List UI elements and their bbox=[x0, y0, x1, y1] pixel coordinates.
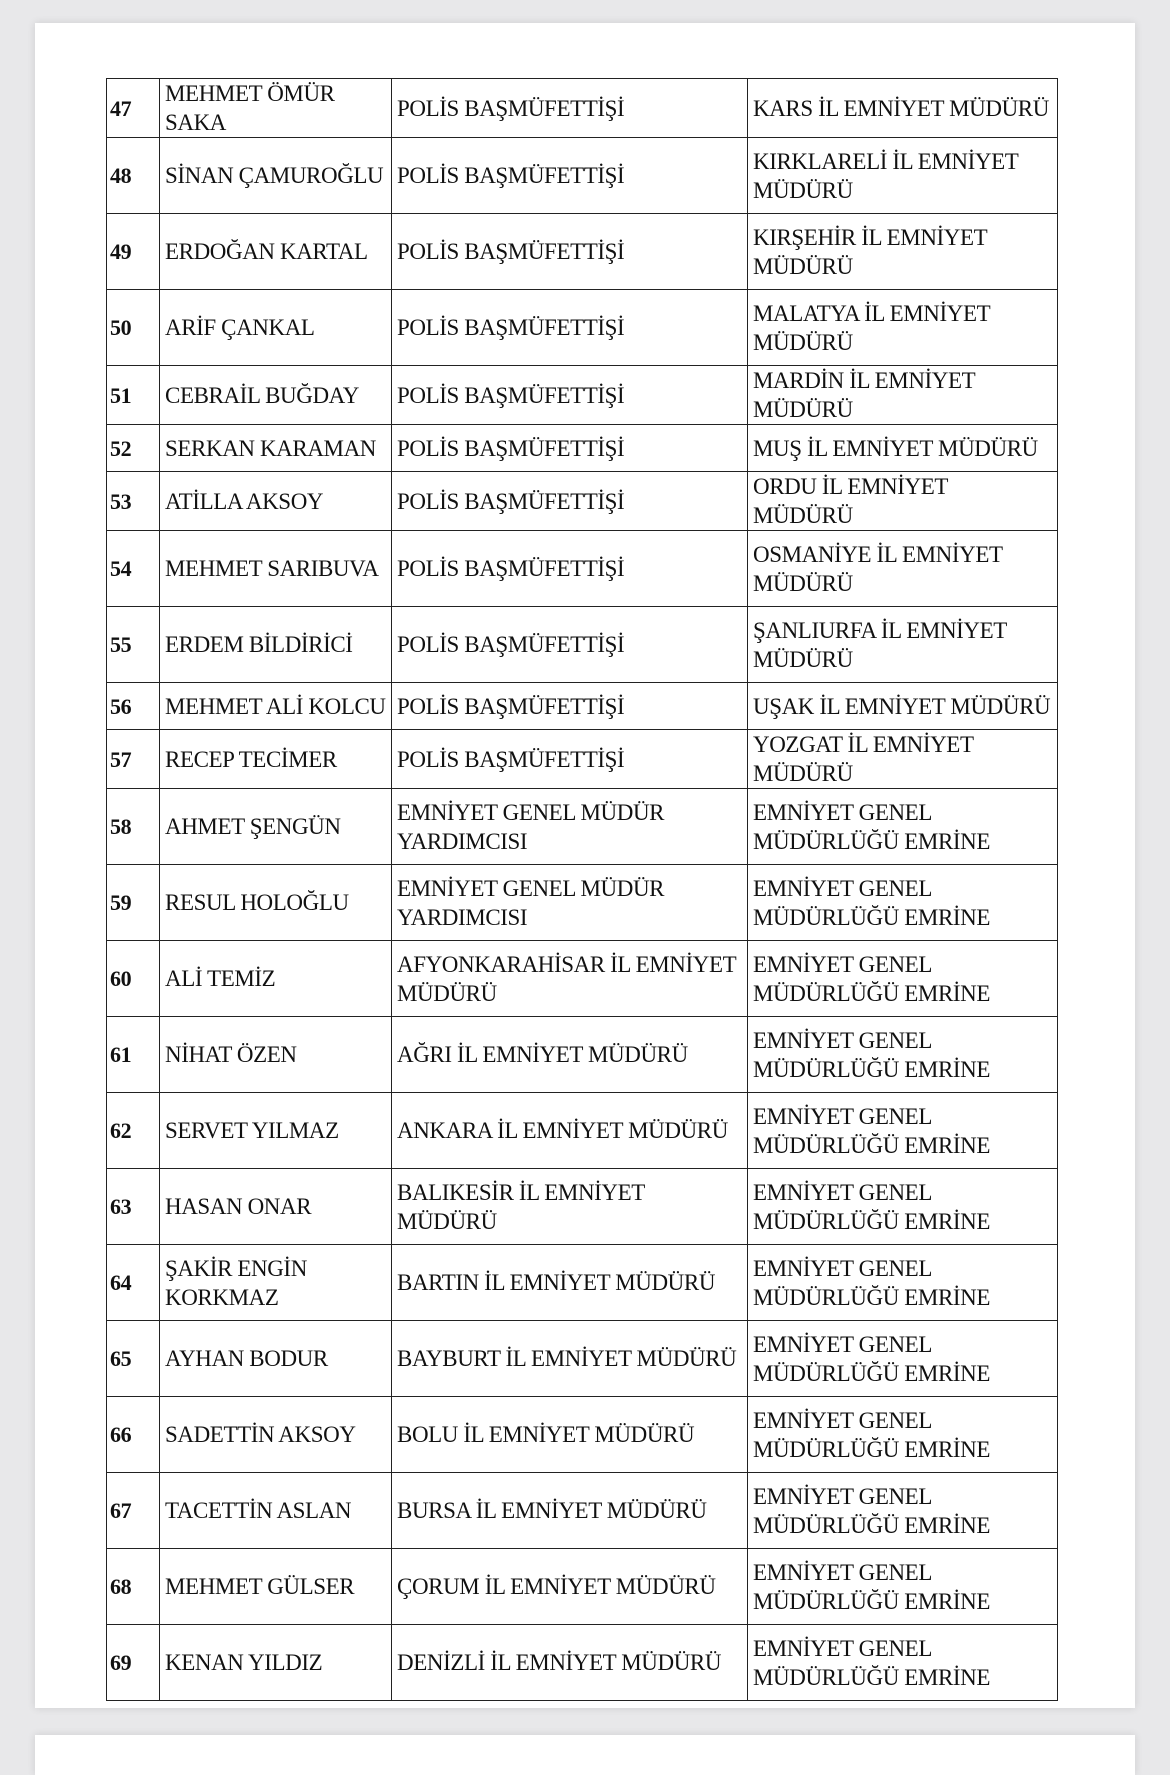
row-number: 61 bbox=[107, 1017, 160, 1093]
table-row bbox=[107, 531, 1058, 607]
current-position: POLİS BAŞMÜFETTİŞİ bbox=[392, 425, 748, 472]
person-name: SERVET YILMAZ bbox=[160, 1093, 392, 1169]
table-row bbox=[107, 1549, 1058, 1625]
current-position: POLİS BAŞMÜFETTİŞİ bbox=[392, 683, 748, 730]
current-position: ANKARA İL EMNİYET MÜDÜRÜ bbox=[392, 1093, 748, 1169]
table-row bbox=[107, 1093, 1058, 1169]
current-position: ÇORUM İL EMNİYET MÜDÜRÜ bbox=[392, 1549, 748, 1625]
person-name: MEHMET SARIBUVA bbox=[160, 531, 392, 607]
new-position: ŞANLIURFA İL EMNİYET MÜDÜRÜ bbox=[748, 607, 1058, 683]
current-position: AFYONKARAHİSAR İL EMNİYET MÜDÜRÜ bbox=[392, 941, 748, 1017]
new-position: MALATYA İL EMNİYET MÜDÜRÜ bbox=[748, 290, 1058, 366]
person-name: ŞAKİR ENGİN KORKMAZ bbox=[160, 1245, 392, 1321]
person-name: NİHAT ÖZEN bbox=[160, 1017, 392, 1093]
table-row bbox=[107, 472, 1058, 531]
current-position: POLİS BAŞMÜFETTİŞİ bbox=[392, 79, 748, 138]
row-number: 54 bbox=[107, 531, 160, 607]
table-row bbox=[107, 425, 1058, 472]
table-row bbox=[107, 214, 1058, 290]
row-number: 68 bbox=[107, 1549, 160, 1625]
table-row bbox=[107, 789, 1058, 865]
person-name: TACETTİN ASLAN bbox=[160, 1473, 392, 1549]
new-position: EMNİYET GENEL MÜDÜRLÜĞÜ EMRİNE bbox=[748, 865, 1058, 941]
row-number: 50 bbox=[107, 290, 160, 366]
table-row bbox=[107, 730, 1058, 789]
new-position: EMNİYET GENEL MÜDÜRLÜĞÜ EMRİNE bbox=[748, 1549, 1058, 1625]
person-name: RESUL HOLOĞLU bbox=[160, 865, 392, 941]
personnel-table bbox=[106, 78, 1058, 1701]
current-position: EMNİYET GENEL MÜDÜR YARDIMCISI bbox=[392, 789, 748, 865]
current-position: AĞRI İL EMNİYET MÜDÜRÜ bbox=[392, 1017, 748, 1093]
table-row bbox=[107, 1473, 1058, 1549]
person-name: HASAN ONAR bbox=[160, 1169, 392, 1245]
new-position: EMNİYET GENEL MÜDÜRLÜĞÜ EMRİNE bbox=[748, 1473, 1058, 1549]
next-page-edge bbox=[35, 1735, 1135, 1775]
row-number: 58 bbox=[107, 789, 160, 865]
current-position: POLİS BAŞMÜFETTİŞİ bbox=[392, 531, 748, 607]
new-position: MARDİN İL EMNİYET MÜDÜRÜ bbox=[748, 366, 1058, 425]
new-position: ORDU İL EMNİYET MÜDÜRÜ bbox=[748, 472, 1058, 531]
new-position: EMNİYET GENEL MÜDÜRLÜĞÜ EMRİNE bbox=[748, 1625, 1058, 1701]
table-row bbox=[107, 1397, 1058, 1473]
person-name: RECEP TECİMER bbox=[160, 730, 392, 789]
person-name: ATİLLA AKSOY bbox=[160, 472, 392, 531]
row-number: 57 bbox=[107, 730, 160, 789]
table-row bbox=[107, 865, 1058, 941]
new-position: EMNİYET GENEL MÜDÜRLÜĞÜ EMRİNE bbox=[748, 1169, 1058, 1245]
row-number: 47 bbox=[107, 79, 160, 138]
current-position: POLİS BAŞMÜFETTİŞİ bbox=[392, 730, 748, 789]
row-number: 62 bbox=[107, 1093, 160, 1169]
new-position: EMNİYET GENEL MÜDÜRLÜĞÜ EMRİNE bbox=[748, 1017, 1058, 1093]
person-name: CEBRAİL BUĞDAY bbox=[160, 366, 392, 425]
current-position: BARTIN İL EMNİYET MÜDÜRÜ bbox=[392, 1245, 748, 1321]
current-position: POLİS BAŞMÜFETTİŞİ bbox=[392, 138, 748, 214]
new-position: EMNİYET GENEL MÜDÜRLÜĞÜ EMRİNE bbox=[748, 941, 1058, 1017]
person-name: MEHMET GÜLSER bbox=[160, 1549, 392, 1625]
row-number: 65 bbox=[107, 1321, 160, 1397]
table-row bbox=[107, 607, 1058, 683]
document-page bbox=[35, 23, 1135, 1708]
current-position: BOLU İL EMNİYET MÜDÜRÜ bbox=[392, 1397, 748, 1473]
new-position: OSMANİYE İL EMNİYET MÜDÜRÜ bbox=[748, 531, 1058, 607]
row-number: 48 bbox=[107, 138, 160, 214]
table-row bbox=[107, 366, 1058, 425]
new-position: UŞAK İL EMNİYET MÜDÜRÜ bbox=[748, 683, 1058, 730]
person-name: SİNAN ÇAMUROĞLU bbox=[160, 138, 392, 214]
new-position: EMNİYET GENEL MÜDÜRLÜĞÜ EMRİNE bbox=[748, 789, 1058, 865]
row-number: 64 bbox=[107, 1245, 160, 1321]
row-number: 56 bbox=[107, 683, 160, 730]
row-number: 53 bbox=[107, 472, 160, 531]
table-row bbox=[107, 1169, 1058, 1245]
row-number: 49 bbox=[107, 214, 160, 290]
current-position: EMNİYET GENEL MÜDÜR YARDIMCISI bbox=[392, 865, 748, 941]
new-position: EMNİYET GENEL MÜDÜRLÜĞÜ EMRİNE bbox=[748, 1321, 1058, 1397]
table-row bbox=[107, 941, 1058, 1017]
table-row bbox=[107, 1245, 1058, 1321]
table-row bbox=[107, 79, 1058, 138]
new-position: KIRŞEHİR İL EMNİYET MÜDÜRÜ bbox=[748, 214, 1058, 290]
current-position: DENİZLİ İL EMNİYET MÜDÜRÜ bbox=[392, 1625, 748, 1701]
table-row bbox=[107, 1321, 1058, 1397]
person-name: MEHMET ALİ KOLCU bbox=[160, 683, 392, 730]
new-position: KARS İL EMNİYET MÜDÜRÜ bbox=[748, 79, 1058, 138]
current-position: BURSA İL EMNİYET MÜDÜRÜ bbox=[392, 1473, 748, 1549]
table-row bbox=[107, 683, 1058, 730]
current-position: POLİS BAŞMÜFETTİŞİ bbox=[392, 290, 748, 366]
row-number: 59 bbox=[107, 865, 160, 941]
row-number: 66 bbox=[107, 1397, 160, 1473]
person-name: SERKAN KARAMAN bbox=[160, 425, 392, 472]
current-position: POLİS BAŞMÜFETTİŞİ bbox=[392, 214, 748, 290]
current-position: POLİS BAŞMÜFETTİŞİ bbox=[392, 607, 748, 683]
current-position: POLİS BAŞMÜFETTİŞİ bbox=[392, 472, 748, 531]
person-name: ARİF ÇANKAL bbox=[160, 290, 392, 366]
person-name: ERDOĞAN KARTAL bbox=[160, 214, 392, 290]
current-position: BAYBURT İL EMNİYET MÜDÜRÜ bbox=[392, 1321, 748, 1397]
person-name: ALİ TEMİZ bbox=[160, 941, 392, 1017]
person-name: KENAN YILDIZ bbox=[160, 1625, 392, 1701]
table-row bbox=[107, 1625, 1058, 1701]
new-position: EMNİYET GENEL MÜDÜRLÜĞÜ EMRİNE bbox=[748, 1245, 1058, 1321]
new-position: EMNİYET GENEL MÜDÜRLÜĞÜ EMRİNE bbox=[748, 1093, 1058, 1169]
person-name: MEHMET ÖMÜR SAKA bbox=[160, 79, 392, 138]
new-position: KIRKLARELİ İL EMNİYET MÜDÜRÜ bbox=[748, 138, 1058, 214]
person-name: AHMET ŞENGÜN bbox=[160, 789, 392, 865]
row-number: 69 bbox=[107, 1625, 160, 1701]
row-number: 67 bbox=[107, 1473, 160, 1549]
row-number: 52 bbox=[107, 425, 160, 472]
person-name: ERDEM BİLDİRİCİ bbox=[160, 607, 392, 683]
row-number: 51 bbox=[107, 366, 160, 425]
table-row bbox=[107, 138, 1058, 214]
row-number: 63 bbox=[107, 1169, 160, 1245]
person-name: AYHAN BODUR bbox=[160, 1321, 392, 1397]
current-position: POLİS BAŞMÜFETTİŞİ bbox=[392, 366, 748, 425]
row-number: 55 bbox=[107, 607, 160, 683]
table-row bbox=[107, 290, 1058, 366]
current-position: BALIKESİR İL EMNİYET MÜDÜRÜ bbox=[392, 1169, 748, 1245]
new-position: MUŞ İL EMNİYET MÜDÜRÜ bbox=[748, 425, 1058, 472]
row-number: 60 bbox=[107, 941, 160, 1017]
table-row bbox=[107, 1017, 1058, 1093]
person-name: SADETTİN AKSOY bbox=[160, 1397, 392, 1473]
new-position: EMNİYET GENEL MÜDÜRLÜĞÜ EMRİNE bbox=[748, 1397, 1058, 1473]
new-position: YOZGAT İL EMNİYET MÜDÜRÜ bbox=[748, 730, 1058, 789]
